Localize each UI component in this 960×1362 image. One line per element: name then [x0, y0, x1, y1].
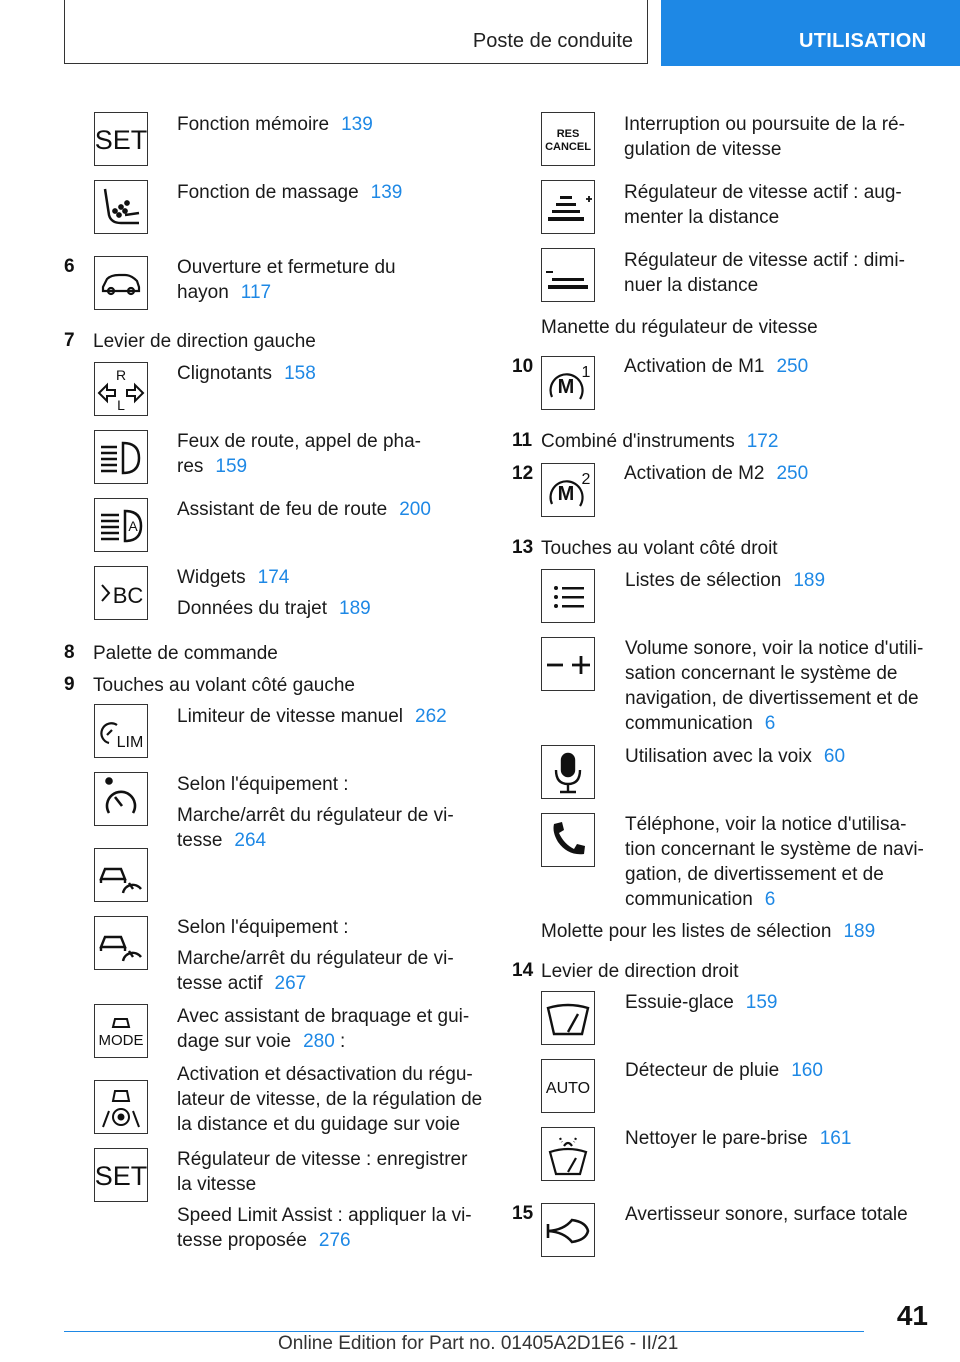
svg-text:R: R [115, 367, 127, 383]
list-item: Avec assistant de braquage et gui- dage sur voie 280 : [177, 1006, 470, 1052]
svg-text:SET: SET [95, 125, 147, 155]
list-item: Activation et désactivation du régu- lateur de vitesse, de la régulation de la distance et du guidage sur voie [177, 1064, 483, 1135]
page-link[interactable]: 160 [791, 1060, 823, 1081]
set-icon [94, 112, 148, 166]
page-link[interactable]: 189 [339, 598, 371, 619]
svg-text:LIM: LIM [116, 734, 144, 751]
section-heading: Levier de direction gauche [93, 331, 316, 352]
svg-text:MODE: MODE [98, 1032, 144, 1049]
horn-icon [541, 1203, 595, 1257]
section-heading: Touches au volant côté gauche [93, 675, 355, 696]
page-link[interactable]: 117 [240, 282, 272, 303]
list-item: Fonction mémoire 139 [177, 114, 373, 135]
set-icon [94, 1148, 148, 1202]
section-heading: Molette pour les listes de sélection 189 [541, 921, 876, 942]
assist-icon [94, 1080, 148, 1134]
page-link[interactable]: 139 [370, 182, 403, 203]
page-link[interactable]: 161 [819, 1128, 852, 1149]
page-link[interactable]: 174 [257, 567, 290, 588]
high-beam-assist-icon [94, 498, 148, 552]
distance-minus-icon [541, 248, 595, 302]
item-number: 14 [512, 960, 534, 981]
item-number: 7 [64, 330, 75, 351]
distance-plus-icon [541, 180, 595, 234]
footer-edition: Online Edition for Part no. 01405A2D1E6 - II/21 [278, 1333, 679, 1354]
list-item: Limiteur de vitesse manuel 262 [177, 706, 447, 727]
volume-icon [541, 637, 595, 691]
header-section-box [64, 0, 648, 64]
item-number: 9 [64, 674, 75, 695]
svg-text:M: M [557, 376, 575, 398]
header-tab-label: UTILISATION [799, 30, 927, 52]
list-item: Détecteur de pluie 160 [625, 1060, 823, 1081]
list-icon [541, 569, 595, 623]
svg-text:SET: SET [95, 1161, 147, 1191]
list-item: Assistant de feu de route 200 [177, 499, 431, 520]
section-heading: Manette du régulateur de vitesse [541, 317, 818, 338]
section-heading: Combiné d'instruments 172 [541, 431, 779, 452]
item-number: 8 [64, 642, 75, 663]
mode-icon [94, 1004, 148, 1058]
page-link[interactable]: 139 [341, 114, 373, 135]
section-heading: Touches au volant côté droit [541, 538, 778, 559]
page-link[interactable]: 250 [776, 463, 809, 484]
list-item: Activation de M2 250 [624, 463, 809, 484]
res-cancel-icon [541, 112, 595, 166]
list-item: Activation de M1 250 [624, 356, 809, 377]
item-number: 15 [512, 1203, 534, 1224]
list-item: Utilisation avec la voix 60 [625, 746, 846, 767]
list-item: Essuie-glace 159 [625, 992, 778, 1013]
phone-icon [541, 813, 595, 867]
list-item: Fonction de massage 139 [177, 182, 403, 203]
page-link[interactable]: 6 [764, 713, 776, 734]
svg-text:CANCEL: CANCEL [545, 141, 591, 153]
page-link[interactable]: 276 [318, 1230, 351, 1251]
item-number: 6 [64, 256, 75, 277]
turn-signal-icon [94, 362, 148, 416]
page-link[interactable]: 267 [274, 973, 307, 994]
m2-icon [541, 463, 595, 517]
svg-text:A: A [128, 518, 138, 534]
svg-text:RES: RES [556, 128, 580, 140]
svg-text:1: 1 [581, 364, 591, 381]
list-item: Selon l'équipement : Marche/arrêt du régulateur de vi- tesse 264 [177, 774, 454, 851]
list-item: Régulateur de vitesse actif : dimi- nuer la distance [624, 250, 905, 296]
m1-icon [541, 356, 595, 410]
list-item: Feux de route, appel de pha- res 159 [177, 431, 422, 477]
svg-text:AUTO: AUTO [545, 1080, 591, 1097]
page-link[interactable]: 159 [215, 456, 248, 477]
list-item: Avertisseur sonore, surface totale [625, 1204, 908, 1225]
page-link[interactable]: 262 [415, 706, 447, 727]
page-link[interactable]: 280 [303, 1031, 335, 1052]
voice-icon [541, 745, 595, 799]
item-number: 10 [512, 356, 534, 377]
page-link[interactable]: 158 [284, 363, 316, 384]
auto-icon [541, 1059, 595, 1113]
list-item: Régulateur de vitesse actif : aug- menter la distance [624, 182, 902, 228]
active-cruise-icon-b [94, 916, 148, 970]
header-tab[interactable] [661, 0, 960, 66]
massage-icon [94, 180, 148, 234]
list-item: Widgets 174 Données du trajet 189 [177, 567, 371, 619]
high-beam-icon [94, 430, 148, 484]
list-item: Volume sonore, voir la notice d'utili- sation concernant le système de navigation, de divertissement et de communication 6 [625, 638, 924, 734]
item-number: 11 [512, 430, 533, 451]
list-item: Téléphone, voir la notice d'utilisa- tion concernant le système de navi- gation, de divertissement et de communication 6 [625, 814, 924, 910]
page-link[interactable]: 172 [746, 431, 779, 452]
page-link[interactable]: 189 [843, 921, 876, 942]
list-item: Régulateur de vitesse : enregistrer la vitesse Speed Limit Assist : appliquer la vi- tesse proposée 276 [177, 1149, 472, 1251]
list-item: Nettoyer le pare-brise 161 [625, 1128, 852, 1149]
page-link[interactable]: 189 [793, 570, 826, 591]
tailgate-icon [94, 256, 148, 310]
page-link[interactable]: 159 [745, 992, 778, 1013]
cruise-icon [94, 772, 148, 826]
section-heading: Levier de direction droit [541, 961, 739, 982]
header-section-title: Poste de conduite [472, 30, 633, 52]
wiper-icon [541, 991, 595, 1045]
svg-text:BC: BC [112, 583, 144, 608]
list-item: Interruption ou poursuite de la ré- gulation de vitesse [624, 114, 905, 160]
list-item: Listes de sélection 189 [625, 570, 826, 591]
section-heading: Palette de commande [93, 643, 278, 664]
page-link[interactable]: 250 [776, 356, 809, 377]
bc-icon [94, 566, 148, 620]
page-link[interactable]: 264 [234, 830, 267, 851]
item-number: 13 [512, 537, 534, 558]
list-item: Clignotants 158 [177, 363, 316, 384]
washer-icon [541, 1127, 595, 1181]
page-number: 41 [896, 1300, 928, 1331]
active-cruise-icon-a [94, 848, 148, 902]
svg-text:L: L [117, 397, 125, 413]
list-item: Selon l'équipement : Marche/arrêt du régulateur de vi- tesse actif 267 [177, 917, 454, 994]
footer-divider [64, 1331, 864, 1332]
item-number: 12 [512, 463, 534, 484]
page-link[interactable]: 60 [823, 746, 846, 767]
list-item: Ouverture et fermeture du hayon 117 [177, 257, 396, 303]
svg-text:2: 2 [581, 471, 591, 488]
page-link[interactable]: 200 [399, 499, 431, 520]
lim-icon [94, 704, 148, 758]
page-link[interactable]: 6 [764, 889, 776, 910]
svg-text:M: M [557, 483, 575, 505]
